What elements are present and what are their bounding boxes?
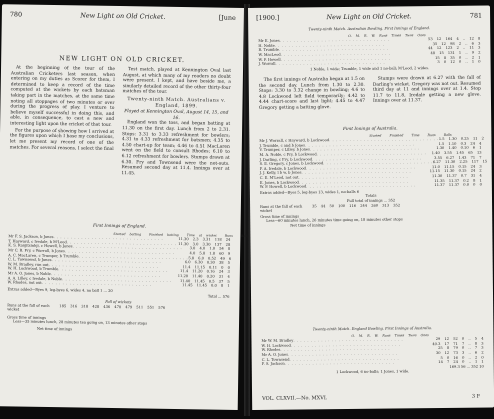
column-header: W.	[374, 333, 379, 338]
paragraph: Test match, played at Kennington Oval last August, at which many of my readers no doubt were present. I kept, and have beside me, a similarly detailed record of the other thirty-four matches of the tour.	[122, 67, 232, 96]
column-header: Runs	[379, 33, 388, 38]
row-name: W. P. Howell	[258, 57, 281, 62]
fall-label: Runs at the fall of each wicket	[7, 302, 50, 312]
row-name: Mr A. O. Jones	[261, 352, 288, 357]
leader-dots: . . . . . . . . . . . . . . . . . . . . . . . . . . . . . . . .	[48, 262, 159, 269]
row-name: J. Worrall	[258, 61, 276, 67]
row-values: 44 12 123 2 .. 11 3	[428, 45, 481, 51]
bowling-title: Twenty-ninth Match. Australian Bowling. First Innings of England.	[308, 26, 431, 32]
row-name: W. P. Howell, b Lockwood	[259, 184, 307, 190]
column-header: W.	[371, 33, 376, 38]
left-column-2	[121, 67, 231, 179]
column-header: R.	[364, 33, 368, 38]
left-header-title: New Light on Old Cricket.	[80, 11, 166, 21]
right-page	[248, 5, 494, 410]
leader-dots: . . . . . . . . . . . . . . . . . . . . . . . . . . . . . . . .	[290, 342, 401, 348]
right-header-year: [1900.]	[256, 13, 280, 22]
row-name: C. L. Townsend, b Jones	[7, 257, 52, 263]
row-values: 11.30 3.0 3.30 137 28	[178, 241, 231, 247]
row-values: 5.8 6.0 0.52 49 6	[188, 255, 232, 261]
row-name: Mr E. Jones	[258, 38, 280, 44]
paragraph: Stumps were drawn at 6.27 with the fall of Darling's wicket. Gregory was not out. Resumed third day at 11 and innings over at 1.4. Stop 11.7 to 11.8, Iredale getting a new glove. Innings over at 11.37.	[372, 75, 481, 105]
leader-dots: . . . . . . . . . . . . . . . . . . . . . . . . . . . . . . . .	[306, 183, 416, 189]
right-page-number: 781	[469, 11, 483, 20]
leader-dots: . . . . . . . . . . . . . . . . . . . . . . . . . . . . . . . .	[309, 146, 420, 152]
row-values: 14 7 24 0 .. 1 1	[438, 359, 484, 365]
row-name: Mr F. S. Jackson, b Jones	[8, 234, 54, 240]
row-values: 11.4 11.15 0.11 0 0	[182, 264, 230, 270]
leader-dots: . . . . . . . . . . . . . . . . . . . . . . . . . . . . . . . .	[41, 280, 152, 287]
column-header: Started batting	[113, 231, 142, 237]
row-values: 30 12 73 3 .. 6 2	[435, 350, 484, 356]
row-name: A. A. Lilley, c Iredale, b Noble	[7, 275, 63, 281]
left-header-month: [June	[218, 13, 236, 22]
row-name: R. Trumble	[258, 48, 279, 53]
column-header: R.	[367, 333, 371, 338]
innings-title: First Innings of England.	[92, 222, 147, 229]
row-name: Mr A. O. Jones, b Noble	[7, 271, 51, 276]
row-name: C. L. Townsend	[261, 357, 290, 362]
full-total-line: Full total of innings ... 352	[346, 198, 396, 203]
leader-dots: . . . . . . . . . . . . . . . . . . . . . . . . . . . . . . . .	[279, 37, 390, 43]
row-values: 48 15 131 1 .. 9 2	[430, 50, 481, 56]
left-running-head	[10, 10, 236, 24]
match-subtitle: Twenty-ninth Match. Australians v. England, 1899.	[127, 97, 226, 109]
innings-title: First Innings of Australia.	[342, 125, 398, 132]
row-name: J. Darling, c Fry, b Lockwood	[259, 156, 313, 162]
extras-line: Extras added—Byes 9, leg-byes 6, wides 4, no ball 1 ... 20	[7, 287, 113, 293]
paragraph: England won the toss, and began batting at 11.30 on the first day. Lunch from 2 to 2.31. Stops: 3.31 to 3.33 refreshment for bowlers; 4.31 to 4.33 refreshment for batsmen; 4.35 to 4.50 chart-up for team; 4.46 to 4.51 MacLaren went on the field to consult Rhodes; 6.10 to 6.12 refreshment for bowlers. Stumps drawn at 6.30. Fry and Townsend were the not-outs. Resumed second day at 11.4. Innings over at 11.45.	[121, 120, 231, 177]
australia-innings-table	[259, 125, 488, 229]
row-name: T. Hayward, c Iredale, b M'Leod	[8, 239, 67, 245]
row-name: S. E. Gregory, c Jones, b Lockwood	[259, 161, 324, 167]
column-header: M.	[355, 33, 361, 38]
article-title: NEW LIGHT ON OLD CRICKET.	[59, 55, 186, 65]
bowling-note: 1 Noble, 1 wide; Trumble, 1 wide and 1 no-ball; M'Leod, 2 wides.	[310, 65, 430, 72]
leader-dots: . . . . . . . . . . . . . . . . . . . . . . . . . . . . . . . .	[312, 155, 422, 161]
leader-dots: . . . . . . . . . . . . . . . . . . . . . . . . . . . . . . . .	[301, 169, 412, 175]
row-values: 11.15 11.30 0.15 24 2	[429, 168, 482, 174]
row-values: 40.3 17 71 7 .. 8 3	[432, 341, 484, 346]
column-header: Runs	[382, 333, 391, 338]
leader-dots: . . . . . . . . . . . . . . . . . . . . . . . . . . . . . . . .	[287, 351, 398, 357]
leader-dots: . . . . . . . . . . . . . . . . . . . . . . . . . . . . . . . .	[64, 249, 175, 255]
left-column-1	[10, 65, 115, 153]
row-values: 11.0 11.15 0.15 24 3	[431, 164, 482, 169]
column-header: Time	[411, 132, 420, 137]
leader-dots: . . . . . . . . . . . . . . . . . . . . . . . . . . . . . . . .	[284, 360, 395, 366]
leader-dots: . . . . . . . . . . . . . . . . . . . . . . . . . . . . . . . .	[50, 271, 161, 278]
leader-dots: . . . . . . . . . . . . . . . . . . . . . . . . . . . . . . . .	[275, 60, 386, 66]
paragraph: At the beginning of the tour of the Australian Cricketers last season, when entering on my duties as Scorer for them, I determined to keep a record of the time computed at the wickets by each batsman taking part in the matches, at the same time noting all stoppages of two minutes or over during the progress of play. I venture to believe myself successful in doing this, and able, in consequence, to cast a new and interesting light upon the cricket of that tour.	[10, 65, 116, 128]
row-values: 11.40 11.45 0.5 37 5	[179, 278, 230, 284]
row-name: J. J. Kelly, l b w, b Jones	[259, 170, 302, 176]
gross-time-label: Gross time of innings	[260, 214, 300, 219]
leader-dots: . . . . . . . . . . . . . . . . . . . . . . . . . . . . . . . .	[274, 42, 385, 48]
row-values: 3.55 6.27 1.43 71 7	[434, 155, 482, 160]
right-para-right	[373, 76, 481, 106]
england-innings-table	[7, 222, 249, 334]
row-name: V. Trumper, c Lilley, b Jones	[259, 147, 310, 153]
gross-time-less: Less—60 minutes lunch, 26 minutes time going on, 18 minutes other stops	[266, 217, 403, 224]
row-name: H. Noble	[258, 43, 275, 48]
right-para-left	[259, 77, 365, 113]
extras-line: Extras added—Byes 5, leg-byes 13, wides 1, no-balls 6	[259, 189, 360, 195]
row-name: E. Jones, b Lockwood	[259, 180, 299, 185]
column-header: Started	[369, 133, 382, 138]
row-values: 6.0 6.30 0.30 38 5	[184, 260, 231, 265]
bowling-note: 1 Lockwood, 6 no-balls; 1 Jones, 1 wide.	[336, 369, 410, 375]
column-header: Runs	[427, 132, 436, 137]
leader-dots: . . . . . . . . . . . . . . . . . . . . . . . . . . . . . . . .	[304, 142, 415, 148]
column-header: Times	[391, 32, 402, 38]
column-header: M.	[358, 333, 364, 338]
fall-title: Fall of wickets	[105, 299, 132, 305]
leader-dots: . . . . . . . . . . . . . . . . . . . . . . . . . . . . . . . .	[293, 337, 404, 343]
paragraph: The first innings of Australia began at 1.5 on the second day. Lunch from 1.30 to 2.30. Stops: 3.30 to 3.32 change in bowling; 4.6 to 4.8 Lockwood left field temporarily; 4.42 to 4.44 chart-score and last light; 4.45 to 4.47 Gregory getting a batting glove.	[258, 76, 366, 111]
row-name: F. S. Jackson	[261, 361, 285, 367]
leader-dots: . . . . . . . . . . . . . . . . . . . . . . . . . . . . . . . .	[280, 346, 391, 353]
net-time-label: Net time of innings	[290, 223, 326, 228]
leader-dots: . . . . . . . . . . . . . . . . . . . . . . . . . . . . . . . .	[280, 51, 391, 57]
row-values: 11.4 11.20 0.16 24 3	[180, 269, 230, 275]
gross-time-less: Less—35 minutes lunch, 28 minutes tea going on, 13 minutes other stops	[13, 319, 148, 326]
right-running-head	[256, 12, 482, 24]
row-values: 11.37 11.37 0.0 0 0	[434, 182, 482, 188]
australian-bowling-table	[258, 26, 480, 73]
row-name: W. MacLeod	[258, 52, 281, 57]
leader-dots: . . . . . . . . . . . . . . . . . . . . . . . . . . . . . . . .	[280, 56, 391, 62]
leader-dots: . . . . . . . . . . . . . . . . . . . . . . . . . . . . . . . .	[289, 355, 400, 362]
row-values: 1.5 1.30 0.25 11 2	[438, 136, 484, 142]
column-header: Runs	[224, 233, 233, 238]
column-header: Twos	[408, 332, 417, 337]
totals-label: Totals	[365, 193, 377, 199]
row-values: 53 12 164 4 .. 12 8	[428, 36, 481, 42]
row-values: 25 8 79 0 .. 7 3	[438, 345, 484, 351]
leader-dots: . . . . . . . . . . . . . . . . . . . . . . . . . . . . . . . .	[323, 160, 433, 166]
leader-dots: . . . . . . . . . . . . . . . . . . . . . . . . . . . . . . . .	[298, 174, 409, 180]
signature-mark: 3 F	[471, 393, 481, 400]
row-values: 29 12 52 0 .. 5 4	[435, 336, 484, 342]
row-values: 11.30 2.3 3.31 118 24	[178, 237, 231, 243]
net-time-label: Net time of innings	[36, 326, 73, 332]
bowling-total: 169.3 56 ... 352 10	[449, 364, 484, 369]
row-name: C. E. M'Leod, not out	[259, 175, 299, 180]
row-values: 35 12 98 2 .. 6 3	[432, 41, 481, 46]
row-name: W. H. Lockwood	[261, 343, 291, 348]
fall-values: 35 44 50 100 116 244 260 313 352	[312, 202, 401, 208]
leader-dots: . . . . . . . . . . . . . . . . . . . . . . . . . . . . . . . .	[53, 235, 164, 241]
row-values: 1.30 1.40 0.10 6 1	[436, 145, 482, 151]
leader-dots: . . . . . . . . . . . . . . . . . . . . . . . . . . . . . . . .	[66, 240, 177, 246]
fall-values: 185 316 318 428 436 470 479 511 551 576	[59, 303, 166, 310]
row-values: 11.45 11.45 0.0 8 1	[182, 283, 230, 288]
leader-dots: . . . . . . . . . . . . . . . . . . . . . . . . . . . . . . . .	[278, 46, 389, 53]
gross-time-label: Gross time of innings	[7, 315, 47, 320]
column-header: Finished	[389, 132, 404, 138]
row-values: 4.0 5.8 1.8 60 9	[189, 251, 231, 256]
row-values: 11.30 11.37 0.7 31 4	[432, 173, 482, 179]
fall-label: Runs at the fall of each wicket	[260, 203, 303, 213]
row-values: 11.35 11.37 0.2 8 1	[434, 178, 482, 183]
leader-dots: . . . . . . . . . . . . . . . . . . . . . . . . . . . . . . . .	[329, 137, 439, 143]
row-values: 11.20 11.40 0.20 31 4	[177, 273, 230, 279]
row-name: W. Rhodes, not out	[7, 280, 42, 285]
row-name: W. Rhodes	[261, 348, 281, 353]
total-line: Total ... 576	[207, 294, 230, 300]
england-bowling-table	[261, 326, 483, 376]
row-values: 3 0 12 0 .. 1 0	[437, 59, 481, 65]
row-name: Mr W. M. Bradley	[261, 338, 294, 344]
row-values: 1.5 1.10 0.3 24 4	[438, 141, 482, 146]
right-header-title: New Light on Old Cricket.	[326, 12, 412, 22]
row-values: 6.27 11.30 2.25 117 15	[432, 159, 488, 165]
column-header: Ones	[420, 332, 429, 337]
row-name: W. H. Lockwood, b Trumble	[7, 266, 59, 272]
row-name: K. S. Ranjitsinhji, c Howell, b Jones	[8, 243, 73, 249]
column-header: Ones	[417, 32, 426, 37]
row-values: 15 8 35 0 .. 2 1	[435, 55, 481, 60]
row-name: Mr J. Worrall, c Hayward, b Lockwood	[259, 138, 330, 144]
leader-dots: . . . . . . . . . . . . . . . . . . . . . . . . . . . . . . . .	[72, 244, 183, 251]
leader-dots: . . . . . . . . . . . . . . . . . . . . . . . . . . . . . . . .	[316, 151, 427, 157]
column-header: Balls	[240, 233, 249, 238]
row-name: W. M. Bradley, run out	[7, 262, 49, 267]
column-header: Time at wicket	[186, 232, 217, 238]
column-header: Times	[394, 332, 405, 338]
column-header: Twos	[405, 32, 414, 37]
row-values: 3.0 4.0 1.0 54 8	[189, 246, 231, 252]
leader-dots: . . . . . . . . . . . . . . . . . . . . . . . . . . . . . . . .	[58, 267, 169, 274]
column-header: O.	[351, 333, 355, 338]
leader-dots: . . . . . . . . . . . . . . . . . . . . . . . . . . . . . . . .	[298, 178, 409, 185]
column-header: Finished batting	[149, 232, 179, 237]
bowling-title: Twenty-ninth Match. England Bowling. First Innings of Australia.	[312, 326, 433, 332]
row-name: A. C. MacLaren, c Trumper, b Trumble	[8, 252, 79, 258]
left-page	[0, 4, 249, 410]
row-name: M. A. Noble, c Fry, b Lockwood	[259, 152, 317, 157]
leader-dots: . . . . . . . . . . . . . . . . . . . . . . . . . . . . . . . .	[305, 165, 416, 171]
column-header: Balls	[443, 132, 452, 137]
column-header: O.	[348, 33, 352, 38]
row-values: 5 0 16 0 .. 2 0	[440, 355, 484, 360]
row-values: 1.40 3.55 1.45 65 13	[431, 150, 482, 156]
match-venue: Played at Kennington Oval, August 14, 15, and 16.	[124, 109, 229, 121]
leader-dots: . . . . . . . . . . . . . . . . . . . . . . . . . . . . . . . .	[78, 253, 189, 260]
volume-footer: VOL. CLXVII.—No. MXVI.	[262, 395, 328, 402]
row-name: F. A. Iredale, b Lockwood	[259, 166, 306, 171]
row-name: Mr C. B. Fry, c Worrall, b Jones	[8, 248, 65, 254]
leader-dots: . . . . . . . . . . . . . . . . . . . . . . . . . . . . . . . .	[51, 258, 162, 264]
leader-dots: . . . . . . . . . . . . . . . . . . . . . . . . . . . . . . . .	[62, 276, 172, 283]
left-page-number: 780	[9, 10, 23, 19]
paragraph: For the purpose of showing how I arrived at the figures upon which I base my conclusions, let me present my record of one of the matches. For several reasons, I select the final	[9, 128, 115, 152]
row-name: J. Trumble, c and b Jones	[259, 143, 306, 148]
